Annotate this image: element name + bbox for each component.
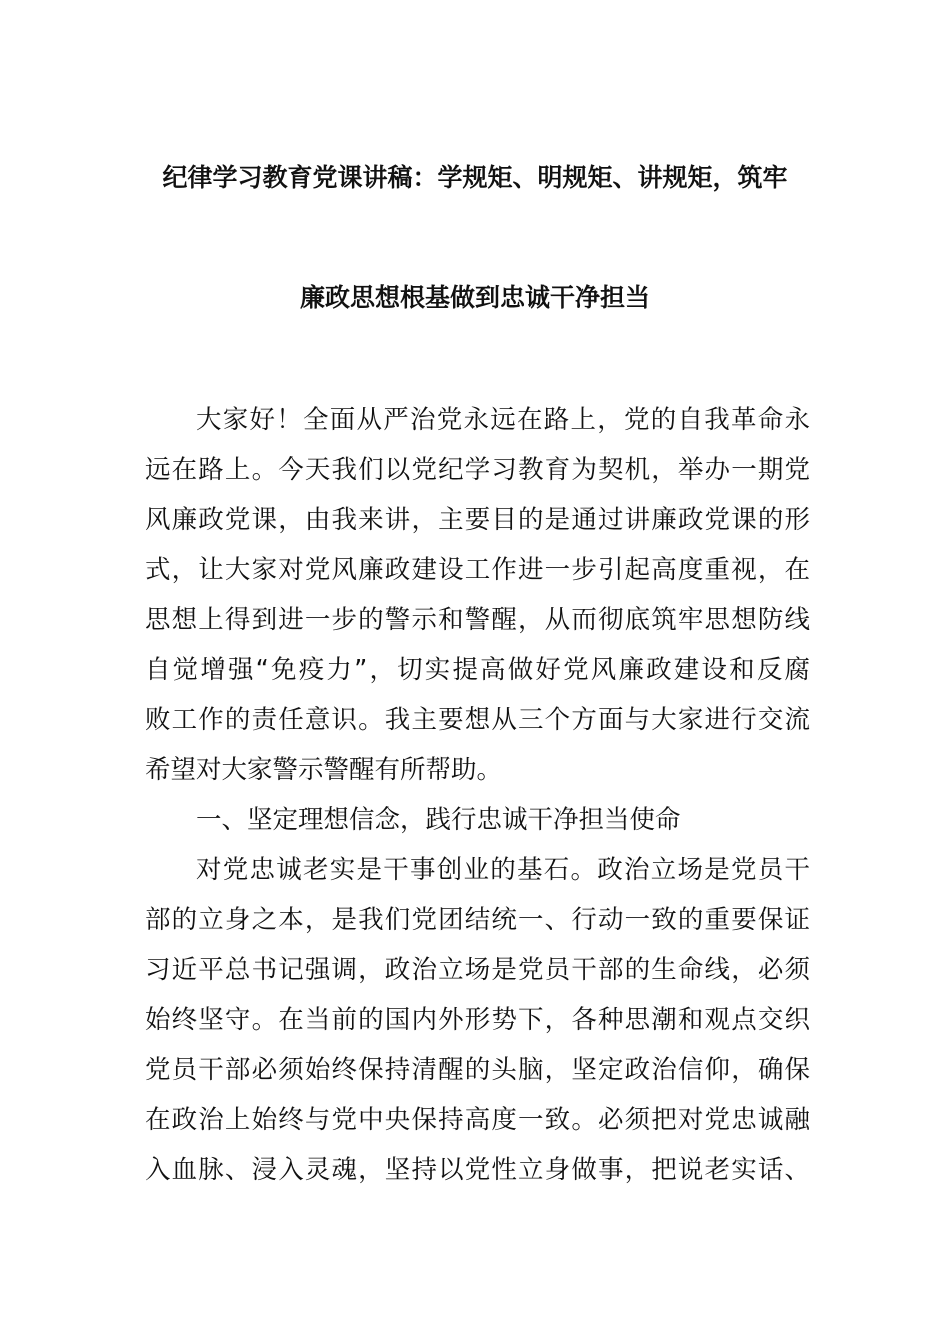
paragraph-line: 远在路上。今天我们以党纪学习教育为契机，举办一期党: [145, 455, 810, 485]
paragraph-line: 思想上得到进一步的警示和警醒，从而彻底筑牢思想防线: [145, 605, 810, 635]
paragraph-line: 对党忠诚老实是干事创业的基石。政治立场是党员干: [196, 855, 810, 885]
paragraph-line: 自觉增强“免疫力”，切实提高做好党风廉政建设和反腐: [145, 655, 810, 685]
document-title-line-2: 廉政思想根基做到忠诚干净担当: [299, 283, 650, 312]
section-heading-1: [145, 795, 810, 845]
paragraph-line: 始终坚守。在当前的国内外形势下，各种思潮和观点交织: [145, 1005, 810, 1035]
paragraph-line: 入血脉、浸入灵魂，坚持以党性立身做事，把说老实话、: [145, 1155, 810, 1185]
paragraph-line: 在政治上始终与党中央保持高度一致。必须把对党忠诚融: [145, 1105, 810, 1135]
paragraph-line: 希望对大家警示警醒有所帮助。: [145, 755, 503, 785]
paragraph-line: 败工作的责任意识。我主要想从三个方面与大家进行交流: [145, 705, 810, 735]
paragraph-line: 党员干部必须始终保持清醒的头脑，坚定政治信仰，确保: [145, 1055, 810, 1085]
paragraph-line: 部的立身之本，是我们党团结统一、行动一致的重要保证: [145, 905, 810, 935]
paragraph-line: 大家好！全面从严治党永远在路上，党的自我革命永: [196, 405, 810, 435]
paragraph-line: 习近平总书记强调，政治立场是党员干部的生命线，必须: [145, 955, 810, 985]
document-body: [145, 395, 810, 1195]
paragraph-intro: [145, 395, 810, 795]
document-title-line-1: 纪律学习教育党课讲稿：学规矩、明规矩、讲规矩，筑牢: [162, 163, 788, 192]
section-heading-text: 一、坚定理想信念，践行忠诚干净担当使命: [196, 805, 681, 835]
paragraph-line: 风廉政党课，由我来讲，主要目的是通过讲廉政党课的形: [145, 505, 810, 535]
paragraph-section-1: [145, 845, 810, 1195]
paragraph-line: 式，让大家对党风廉政建设工作进一步引起高度重视，在: [145, 555, 810, 585]
